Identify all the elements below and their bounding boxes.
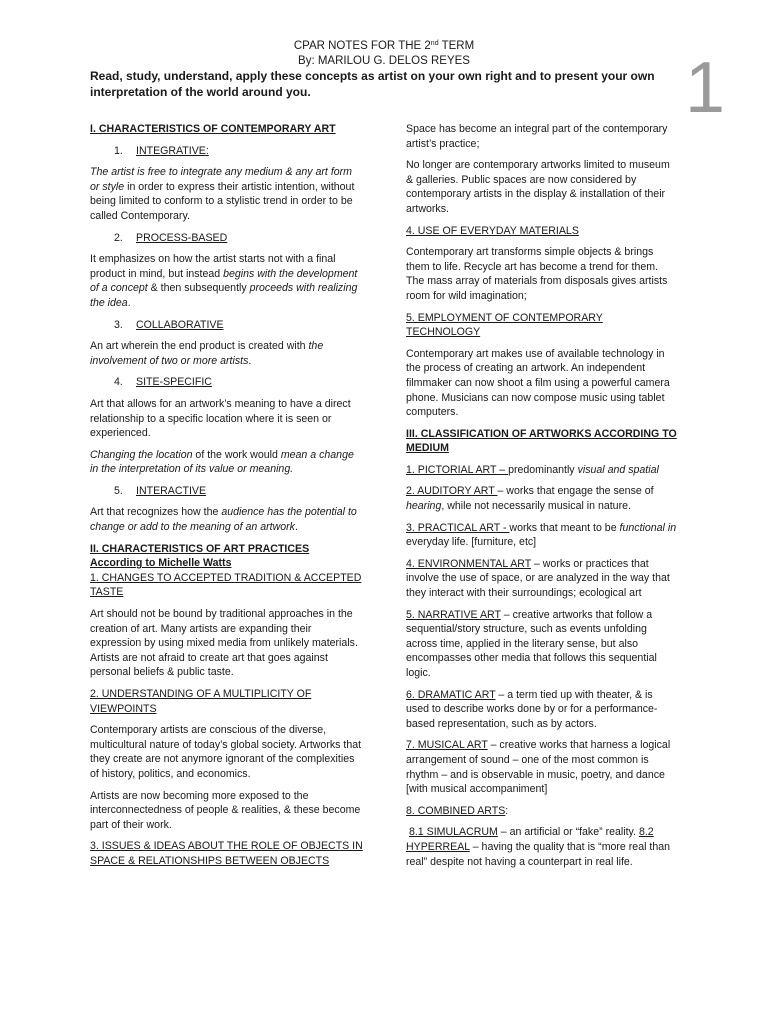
classification-item: 5. NARRATIVE ART – creative artworks that follow a sequential/story structure, such as events unfolding across time, applied in the literary sense, but also encompasses other media that follows this sequential logic. — [406, 608, 657, 679]
subheading: 4. USE OF EVERYDAY MATERIALS — [406, 224, 579, 237]
document-title: CPAR NOTES FOR THE 2nd TERM — [293, 40, 475, 52]
page-number: 1 — [685, 48, 726, 128]
list-item-heading: 4. SITE-SPECIFIC — [114, 376, 212, 389]
paragraph: Contemporary artists are conscious of the diverse, multicultural nature of today’s global society. Artworks that they create are not anymore ignorant of the complexities of history, politics, and economics. — [90, 724, 362, 780]
paragraph: The artist is free to integrate any medium & any art form or style in order to express their artistic intention, without being limited to conform to a stylistic trend in order to be called Contemporary. — [90, 166, 355, 222]
classification-item: 7. MUSICAL ART – creative works that harness a logical arrangement of sound – one of the most common is rhythm – and is observable in music, poetry, and dance [with musical accompaniment] — [406, 739, 671, 796]
classification-item: 8. COMBINED ARTS: — [406, 804, 509, 817]
section-heading: II. CHARACTERISTICS OF ART PRACTICES According to Michelle Watts — [90, 542, 310, 570]
paragraph: Changing the location of the work would mean a change in the interpretation of its value or meaning. — [90, 448, 354, 476]
list-item-heading: 3. COLLABORATIVE — [114, 318, 224, 331]
section-heading: I. CHARACTERISTICS OF CONTEMPORARY ART — [90, 123, 336, 135]
paragraph: It emphasizes on how the artist starts not with a final product in mind, but instead begins with the development of a concept & then subsequently proceeds with realizing the idea. — [90, 253, 358, 309]
subheading: 5. EMPLOYMENT OF CONTEMPORARY TECHNOLOGY — [406, 311, 603, 339]
classification-item: 1. PICTORIAL ART – predominantly visual and spatial — [406, 463, 659, 476]
author-byline: By: MARILOU G. DELOS REYES — [298, 55, 470, 67]
subheading: 3. ISSUES & IDEAS ABOUT THE ROLE OF OBJECTS IN SPACE & RELATIONSHIPS BETWEEN OBJECTS — [90, 840, 363, 867]
paragraph: Artists are now becoming more exposed to the interconnectedness of people & realities, & these become part of their work. — [90, 789, 361, 831]
left-column — [90, 122, 364, 876]
subheading: 1. CHANGES TO ACCEPTED TRADITION & ACCEPTED TASTE — [90, 571, 362, 599]
list-item-heading: 5. INTERACTIVE — [114, 484, 207, 497]
paragraph: An art wherein the end product is created with the involvement of two or more artists. — [90, 340, 324, 367]
paragraph: No longer are contemporary artworks limited to museum & galleries. Public spaces are now considered by contemporary artists in the display & installation of their artworks. — [406, 159, 670, 215]
right-column — [406, 122, 678, 876]
section-heading: III. CLASSIFICATION OF ARTWORKS ACCORDING TO MEDIUM — [406, 427, 677, 455]
paragraph: Contemporary art makes use of available technology in the process of creating an artwork. An independent filmmaker can now shoot a film using a powerful camera phone. Musicians can now compose music using tablet computers. — [406, 347, 670, 419]
list-item-heading: 2. PROCESS-BASED — [114, 231, 228, 244]
classification-item: 3. PRACTICAL ART - works that meant to be functional in everyday life. [furniture, etc] — [406, 521, 677, 549]
list-item-heading: 1. INTEGRATIVE: — [114, 144, 209, 157]
classification-item: 4. ENVIRONMENTAL ART – works or practices that involve the use of space, or are analyzed in the way that they interact with their surroundings; ecological art — [406, 557, 670, 600]
classification-subitem: 8.1 SIMULACRUM – an artificial or “fake” reality. 8.2 HYPERREAL – having the quality that is “more real than real” despite not having a counterpart in real life. — [406, 826, 670, 868]
paragraph: Art that recognizes how the audience has the potential to change or add to the meaning of an artwork. — [90, 506, 357, 534]
paragraph: Contemporary art transforms simple objects & brings them to life. Recycle art has become a trend for them. The mass array of materials from disposals gives artists room for wild imagination; — [406, 246, 668, 302]
paragraph: Space has become an integral part of the contemporary artist’s practice; — [406, 123, 668, 150]
subheading: 2. UNDERSTANDING OF A MULTIPLICITY OF VIEWPOINTS — [90, 688, 312, 715]
classification-item: 6. DRAMATIC ART – a term tied up with theater, & is used to describe works done by or for a performance-based representation, such as by actors. — [406, 688, 658, 730]
classification-item: 2. AUDITORY ART – works that engage the sense of hearing, while not necessarily musical in nature. — [406, 485, 654, 513]
paragraph: Art should not be bound by traditional approaches in the creation of art. Many artists are expanding their expression by using mixed media from unlikely materials. Artists are not afraid to create art that goes against personal beliefs & public taste. — [90, 608, 358, 679]
paragraph: Art that allows for an artwork’s meaning to have a direct relationship to a specific location where it is seen or experienced. — [90, 397, 351, 440]
intro-text: Read, study, understand, apply these concepts as artist on your own right and to present your own interpretation of the world around you. — [90, 69, 655, 99]
